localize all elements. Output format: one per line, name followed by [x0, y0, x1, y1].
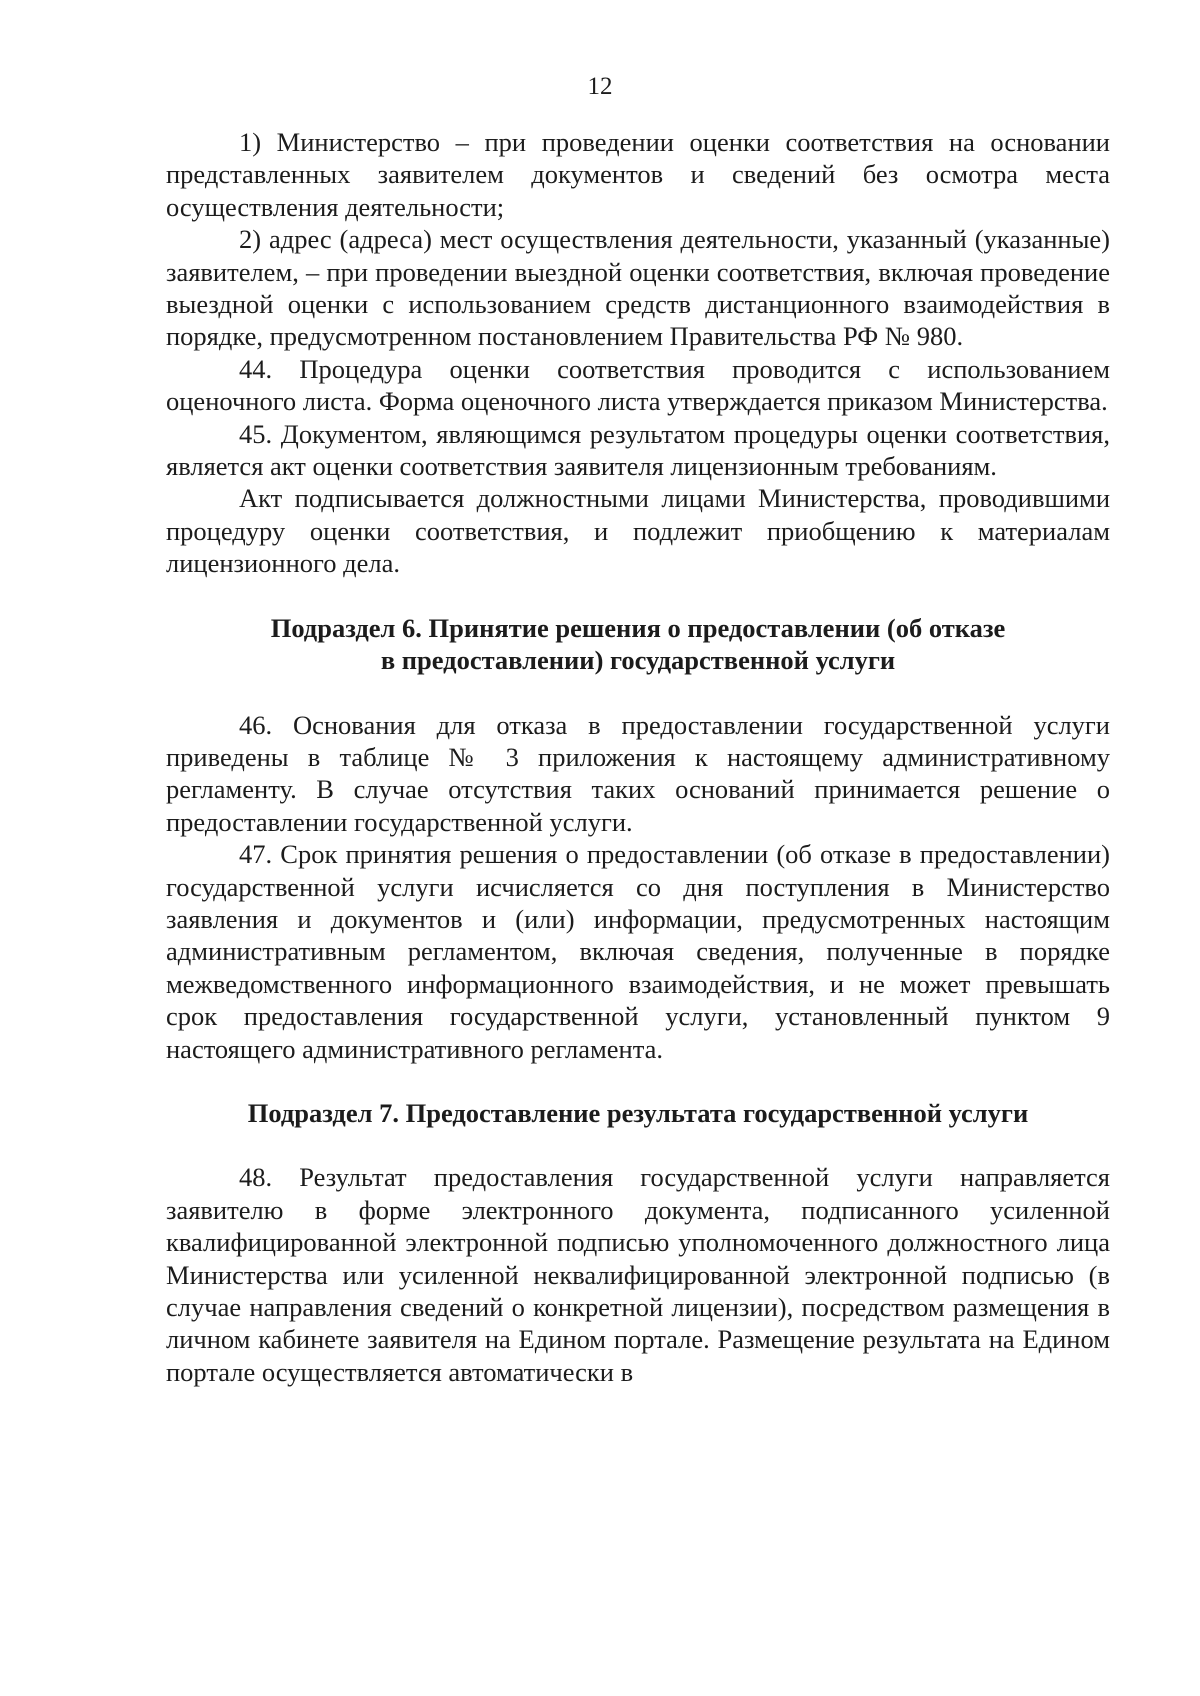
subsection-6-heading-line-1: Подраздел 6. Принятие решения о предоставлении (об отказе — [270, 612, 1006, 643]
page-number: 12 — [587, 73, 613, 100]
paragraph-48: 48. Результат предоставления государственной услуги направляется заявителю в форме электронного документа, подписанного усиленной квалифицированной электронной подписью уполномоченного должностного лица Министерства или усиленной неквалифицированной электронной подписью (в случае направления сведений о конкретной лицензии), посредством размещения в личном кабинете заявителя на Едином портале. Размещение результата на Едином портале осуществляется автоматически в — [166, 1162, 1110, 1387]
paragraph-item-1: 1) Министерство – при проведении оценки соответствия на основании представленных заявителем документов и сведений без осмотра места осуществления деятельности; — [166, 127, 1110, 222]
paragraph-44: 44. Процедура оценки соответствия проводится с использованием оценочного листа. Форма оценочного листа утверждается приказом Министерства. — [166, 353, 1110, 417]
subsection-7-heading-line-1: Подраздел 7. Предоставление результата государственной услуги — [247, 1097, 1029, 1128]
paragraph-45: 45. Документом, являющимся результатом процедуры оценки соответствия, является акт оценки соответствия заявителя лицензионным требованиям. — [166, 418, 1110, 482]
paragraph-47: 47. Срок принятия решения о предоставлении (об отказе в предоставлении) государственной услуги исчисляется со дня поступления в Министерство заявления и документов и (или) информации, предусмотренных настоящим административным регламентом, включая сведения, полученные в порядке межведомственного информационного взаимодействия, и не может превышать срок предоставления государственной услуги, установленный пунктом 9 настоящего административного регламента. — [166, 839, 1110, 1064]
subsection-7-heading — [166, 1097, 1110, 1129]
subsection-6-heading — [166, 612, 1110, 677]
subsection-6-body — [166, 709, 1110, 1065]
paragraph-item-2: 2) адрес (адреса) мест осуществления деятельности, указанный (указанные) заявителем, – при проведении выездной оценки соответствия, включая проведение выездной оценки с использованием средств дистанционного взаимодействия в порядке, предусмотренном постановлением Правительства РФ № 980. — [166, 224, 1110, 352]
subsection-7-body — [166, 1161, 1110, 1388]
document-body — [166, 126, 1110, 1388]
subsection-6-heading-line-2: в предоставлении) государственной услуги — [380, 645, 896, 676]
paragraph-46: 46. Основания для отказа в предоставлении государственной услуги приведены в таблице № 3 приложения к настоящему административному регламенту. В случае отсутствия таких оснований принимается решение о предоставлении государственной услуги. — [166, 709, 1110, 837]
paragraph-act: Акт подписывается должностными лицами Министерства, проводившими процедуру оценки соответствия, и подлежит приобщению к материалам лицензионного дела. — [166, 483, 1110, 579]
